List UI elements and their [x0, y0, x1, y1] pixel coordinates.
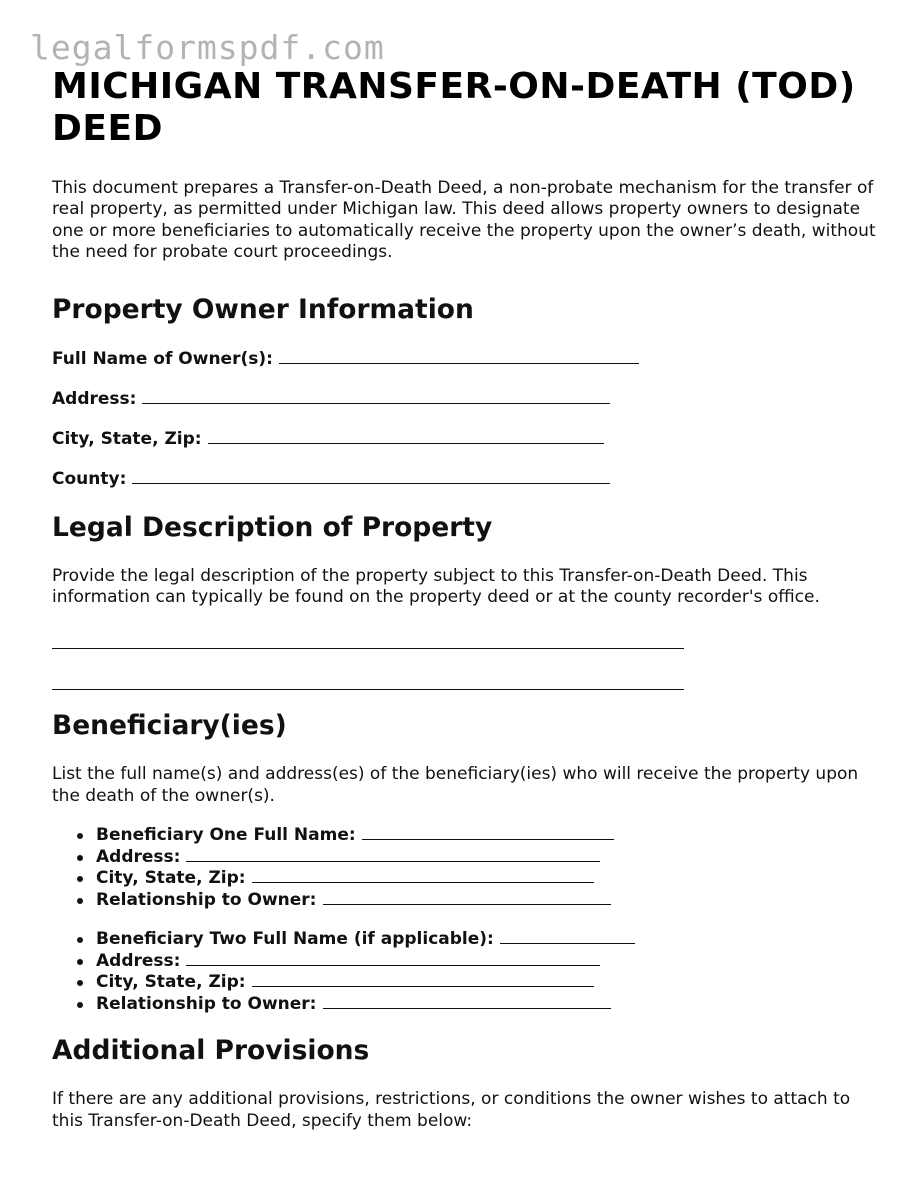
beneficiary-one-relationship-label: Relationship to Owner:	[96, 889, 317, 910]
beneficiary-section-heading: Beneficiary(ies)	[52, 710, 287, 742]
legal-description-line-1[interactable]	[52, 648, 684, 649]
beneficiary-two-relationship-blank[interactable]	[323, 994, 611, 1009]
beneficiary-one-name-blank[interactable]	[362, 825, 614, 840]
owner-section-heading: Property Owner Information	[52, 293, 474, 325]
beneficiary-one-relationship-blank[interactable]	[323, 890, 611, 905]
owner-address-blank[interactable]	[142, 389, 610, 404]
owner-full-name-blank[interactable]	[279, 349, 639, 364]
beneficiary-two-list	[52, 929, 882, 1015]
additional-provisions-text: If there are any additional provisions, restrictions, or conditions the owner wishes to attach to this Transfer-on-Death Deed, specify them below:	[52, 1089, 851, 1131]
legal-description-line-2[interactable]	[52, 689, 684, 690]
beneficiary-two-address-label: Address:	[96, 950, 181, 971]
watermark: legalformspdf.com	[30, 28, 385, 67]
beneficiary-one-address-blank[interactable]	[186, 847, 600, 862]
owner-county-label: County:	[52, 468, 127, 489]
owner-full-name-field	[52, 348, 882, 370]
document-page	[52, 66, 882, 1132]
beneficiary-one-city-label: City, State, Zip:	[96, 868, 246, 889]
owner-city-label: City, State, Zip:	[52, 428, 202, 449]
list-item	[96, 972, 882, 994]
list-item	[96, 847, 882, 869]
beneficiary-two-city-label: City, State, Zip:	[96, 972, 246, 993]
list-item	[96, 868, 882, 890]
list-item	[96, 929, 882, 951]
list-item	[96, 951, 882, 973]
beneficiary-two-city-blank[interactable]	[252, 972, 594, 987]
beneficiary-one-address-label: Address:	[96, 846, 181, 867]
owner-county-blank[interactable]	[132, 469, 610, 484]
list-item	[96, 825, 882, 847]
owner-city-field	[52, 428, 882, 450]
list-item	[96, 890, 882, 912]
owner-city-blank[interactable]	[208, 429, 604, 444]
legal-description-text: Provide the legal description of the property subject to this Transfer-on-Death Deed. This information can typically be found on the property deed or at the county recorder's office.	[52, 565, 820, 608]
beneficiary-two-address-blank[interactable]	[186, 951, 600, 966]
beneficiary-two-relationship-label: Relationship to Owner:	[96, 993, 317, 1014]
beneficiary-instructions: List the full name(s) and address(es) of the beneficiary(ies) who will receive the property upon the death of the owner(s).	[52, 764, 859, 806]
owner-county-field	[52, 468, 882, 490]
beneficiary-one-name-label: Beneficiary One Full Name:	[96, 825, 356, 846]
document-title: MICHIGAN TRANSFER-ON-DEATH (TOD) DEED	[52, 66, 856, 149]
beneficiary-two-name-label: Beneficiary Two Full Name (if applicable):	[96, 929, 494, 950]
list-item	[96, 994, 882, 1016]
owner-address-field	[52, 388, 882, 410]
legal-section-heading: Legal Description of Property	[52, 511, 493, 543]
beneficiary-two-name-blank[interactable]	[500, 929, 635, 944]
owner-full-name-label: Full Name of Owner(s):	[52, 348, 273, 369]
intro-paragraph: This document prepares a Transfer-on-Death Deed, a non-probate mechanism for the transfer of real property, as permitted under Michigan law. This deed allows property owners to designate one or more beneficiaries to automatically receive the property upon the owner’s death, without the need for probate court proceedings.	[52, 178, 876, 263]
additional-section-heading: Additional Provisions	[52, 1035, 370, 1067]
owner-address-label: Address:	[52, 388, 137, 409]
beneficiary-one-city-blank[interactable]	[252, 868, 594, 883]
beneficiary-one-list	[52, 825, 882, 911]
